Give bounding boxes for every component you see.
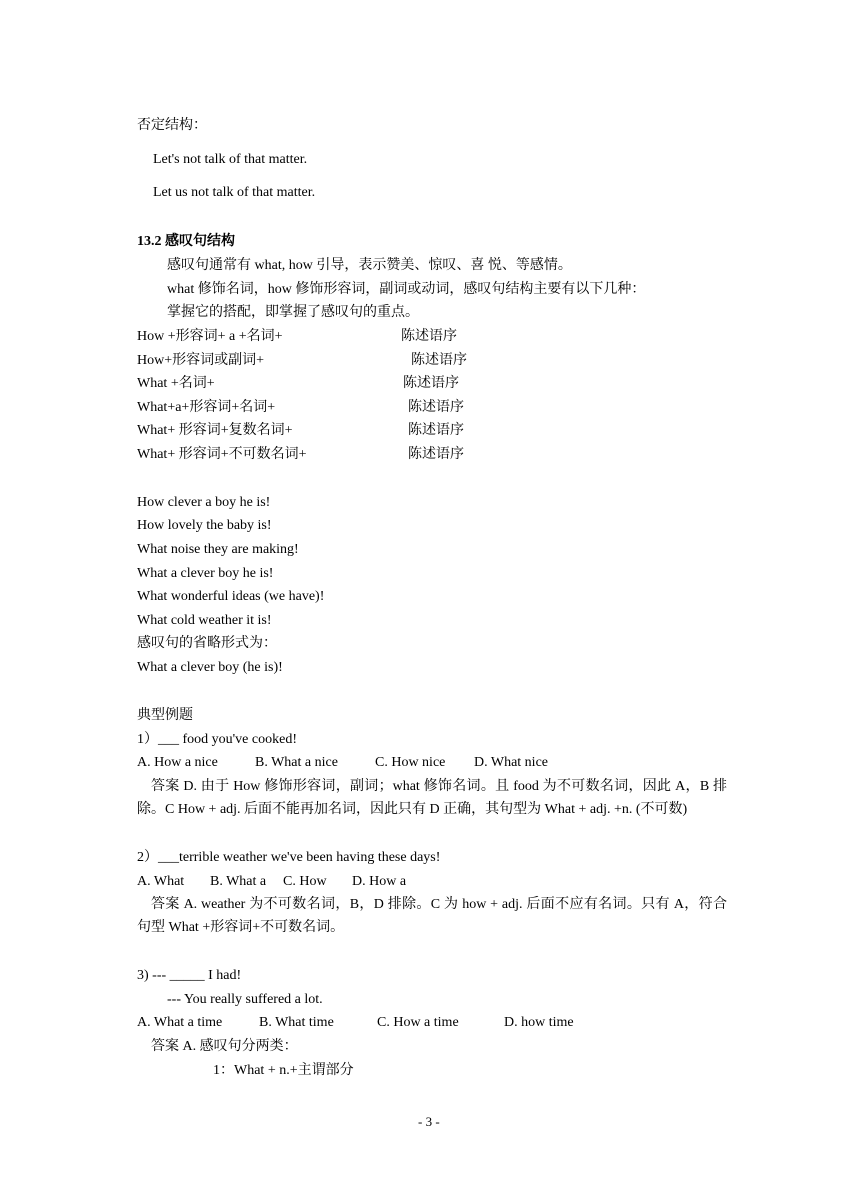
pattern-5: What+ 形容词+复数名词+ bbox=[137, 423, 293, 438]
q2-answer: 答案 A. weather 为不可数名词，B，D 排除。C 为 how + adj. 后面不应有名词。只有 A，符合句型 What +形容词+不可数名词。 bbox=[137, 897, 727, 935]
q1-option-c: C. How nice bbox=[375, 755, 446, 770]
intro-line-1: 感叹句通常有 what, how 引导，表示赞美、惊叹、喜 悦、等感情。 bbox=[167, 258, 572, 273]
q2-option-d: D. How a bbox=[352, 874, 407, 889]
q3-option-c: C. How a time bbox=[377, 1015, 459, 1030]
ellipsis-example: What a clever boy (he is)! bbox=[137, 660, 283, 675]
q3-option-b: B. What time bbox=[259, 1015, 334, 1030]
section-title: 13.2 感叹句结构 bbox=[137, 234, 235, 249]
pattern-6: What+ 形容词+不可数名词+ bbox=[137, 447, 307, 462]
q2-question: 2）___terrible weather we've been having these days! bbox=[137, 850, 441, 865]
pattern-3: What +名词+ bbox=[137, 376, 215, 391]
q1-option-d: D. What nice bbox=[474, 755, 548, 770]
pattern-2: How+形容词或副词+ bbox=[137, 353, 265, 368]
q3-reply: --- You really suffered a lot. bbox=[167, 992, 323, 1007]
q2-option-a: A. What bbox=[137, 874, 185, 889]
pattern-6-order: 陈述语序 bbox=[408, 447, 464, 462]
ellipsis-heading: 感叹句的省略形式为： bbox=[137, 636, 277, 651]
q1-question: 1）___ food you've cooked! bbox=[137, 732, 297, 747]
example-1: How clever a boy he is! bbox=[137, 495, 271, 510]
q2-options bbox=[137, 873, 406, 891]
negative-heading: 否定结构： bbox=[137, 118, 207, 133]
pattern-1-order: 陈述语序 bbox=[401, 329, 457, 344]
q2-option-b: B. What a bbox=[210, 874, 267, 889]
q1-option-a: A. How a nice bbox=[137, 755, 218, 770]
example-3: What noise they are making! bbox=[137, 542, 299, 557]
page-number: - 3 - bbox=[418, 1114, 440, 1129]
q1-options bbox=[137, 754, 548, 772]
q1-option-b: B. What a nice bbox=[255, 755, 338, 770]
q1-answer: 答案 D. 由于 How 修饰形容词，副词；what 修饰名词。且 food 为不可数名词，因此 A，B 排除。C How + adj. 后面不能再加名词，因此只有 D 正确，其句型为 What + adj. +n. (不可数) bbox=[137, 779, 727, 817]
q3-option-d: D. how time bbox=[504, 1015, 574, 1030]
q3-sub-point: 1：What + n.+主谓部分 bbox=[213, 1063, 354, 1078]
pattern-4: What+a+形容词+名词+ bbox=[137, 400, 276, 415]
negative-line-2: Let us not talk of that matter. bbox=[153, 185, 316, 200]
example-6: What cold weather it is! bbox=[137, 613, 272, 628]
pattern-1: How +形容词+ a +名词+ bbox=[137, 329, 283, 344]
q3-answer: 答案 A. 感叹句分两类： bbox=[151, 1039, 298, 1054]
pattern-5-order: 陈述语序 bbox=[408, 423, 464, 438]
q3-question: 3) --- _____ I had! bbox=[137, 968, 242, 983]
pattern-2-order: 陈述语序 bbox=[411, 353, 467, 368]
intro-line-2: what 修饰名词，how 修饰形容词，副词或动词，感叹句结构主要有以下几种： bbox=[167, 282, 646, 297]
q3-options bbox=[137, 1014, 574, 1032]
example-2: How lovely the baby is! bbox=[137, 518, 272, 533]
negative-line-1: Let's not talk of that matter. bbox=[153, 152, 308, 167]
pattern-4-order: 陈述语序 bbox=[408, 400, 464, 415]
example-5: What wonderful ideas (we have)! bbox=[137, 589, 325, 604]
exercises-heading: 典型例题 bbox=[137, 708, 193, 723]
pattern-3-order: 陈述语序 bbox=[403, 376, 459, 391]
intro-line-3: 掌握它的搭配，即掌握了感叹句的重点。 bbox=[167, 305, 419, 320]
q3-option-a: A. What a time bbox=[137, 1015, 223, 1030]
q2-option-c: C. How bbox=[283, 874, 327, 889]
example-4: What a clever boy he is! bbox=[137, 566, 274, 581]
